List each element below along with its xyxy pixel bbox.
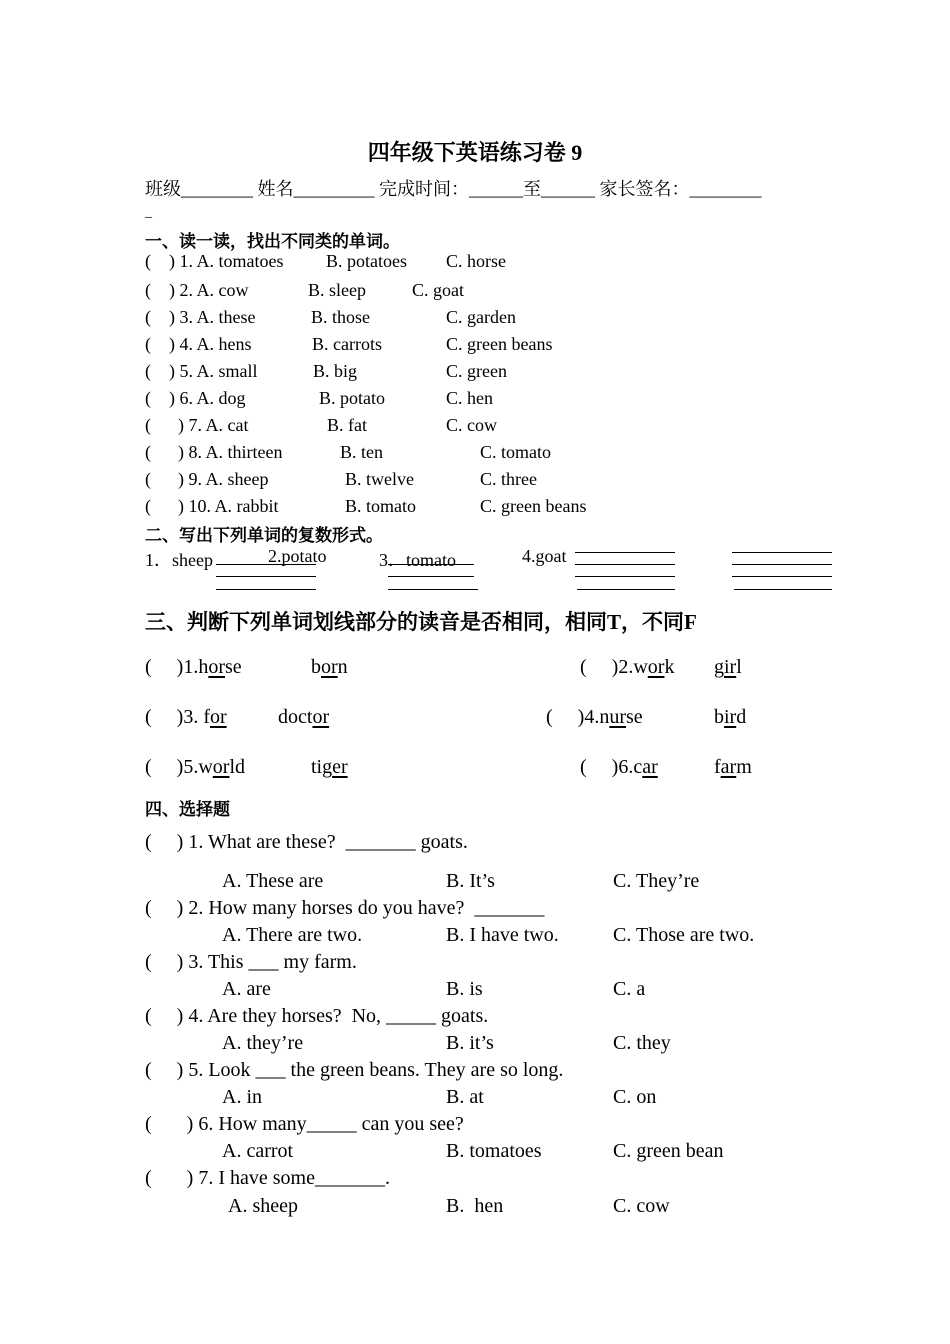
s2-word-goat: 4.goat xyxy=(522,546,567,566)
s4-q4-question: ( ) 4. Are they horses? No, _____ goats. xyxy=(145,1005,489,1027)
answer-line[interactable] xyxy=(577,589,675,590)
s4-q2-option-a: A. There are two. xyxy=(222,924,363,946)
answer-paren[interactable]: ( ) xyxy=(145,656,184,678)
section1-heading: 一、读一读，找出不同类的单词。 xyxy=(145,232,400,251)
student-info-line: 班级________ 姓名_________ 完成时间：______至______ 家长签名：________ xyxy=(145,179,762,199)
s1-q7-num-a: ( ) 7. A. cat xyxy=(145,415,249,435)
s4-q3-option-a: A. are xyxy=(222,978,271,1000)
s4-q7-option-c: C. cow xyxy=(613,1195,670,1217)
s4-q6-option-b: B. tomatoes xyxy=(446,1140,542,1162)
s4-q4-option-c: C. they xyxy=(613,1032,671,1054)
s3-item3-compare-word: doctor xyxy=(278,706,330,728)
s3-item4: ( )4.nurse xyxy=(546,706,643,728)
s1-q4-option-c: C. green beans xyxy=(446,334,553,354)
s4-q5-option-c: C. on xyxy=(613,1086,657,1108)
s1-q10-option-b: B. tomato xyxy=(345,496,416,516)
s1-q3-option-c: C. garden xyxy=(446,307,516,327)
s4-q5-option-a: A. in xyxy=(222,1086,262,1108)
s3-item5-compare-word: tiger xyxy=(311,756,348,778)
s4-q7-question: ( ) 7. I have some_______. xyxy=(145,1167,390,1189)
s1-q7-option-c: C. cow xyxy=(446,415,497,435)
s4-q3-question: ( ) 3. This ___ my farm. xyxy=(145,951,357,973)
s4-q4-option-b: B. it’s xyxy=(446,1032,494,1054)
s1-q9-option-c: C. three xyxy=(480,469,537,489)
s1-q8-option-b: B. ten xyxy=(340,442,383,462)
s4-q1-option-a: A. These are xyxy=(222,870,324,892)
s1-q5-num-a: ( ) 5. A. small xyxy=(145,361,258,381)
section4-heading: 四、选择题 xyxy=(145,800,230,819)
s4-q5-option-b: B. at xyxy=(446,1086,484,1108)
s4-q1-option-b: B. It’s xyxy=(446,870,495,892)
s1-q5-option-c: C. green xyxy=(446,361,507,381)
s4-q7-option-a: A. sheep xyxy=(228,1195,298,1217)
s3-item1: ( )1.horse xyxy=(145,656,242,678)
s4-q2-option-c: C. Those are two. xyxy=(613,924,755,946)
s1-q6-num-a: ( ) 6. A. dog xyxy=(145,388,246,408)
s4-q2-option-b: B. I have two. xyxy=(446,924,559,946)
s3-item5: ( )5.world xyxy=(145,756,246,778)
s1-q10-num-a: ( ) 10. A. rabbit xyxy=(145,496,279,516)
answer-line[interactable] xyxy=(388,564,474,565)
s2-word-potato: 2.potato xyxy=(268,546,327,566)
s1-q1-num-a: ( ) 1. A. tomatoes xyxy=(145,251,284,271)
answer-line[interactable] xyxy=(575,552,675,553)
answer-line[interactable] xyxy=(732,552,832,553)
answer-line[interactable] xyxy=(388,589,478,590)
s1-q8-num-a: ( ) 8. A. thirteen xyxy=(145,442,283,462)
answer-line[interactable] xyxy=(575,564,675,565)
s1-q4-option-b: B. carrots xyxy=(312,334,382,354)
s4-q6-question: ( ) 6. How many_____ can you see? xyxy=(145,1113,464,1135)
s4-q1-option-c: C. They’re xyxy=(613,870,700,892)
s1-q6-option-c: C. hen xyxy=(446,388,493,408)
s3-item1-compare-word: born xyxy=(311,656,348,678)
s1-q10-option-c: C. green beans xyxy=(480,496,587,516)
s1-q3-num-a: ( ) 3. A. these xyxy=(145,307,256,327)
s1-q4-num-a: ( ) 4. A. hens xyxy=(145,334,252,354)
answer-paren[interactable]: ( ) xyxy=(580,756,619,778)
answer-line[interactable] xyxy=(734,589,832,590)
answer-paren[interactable]: ( ) xyxy=(145,756,184,778)
s2-word-sheep: 1．sheep xyxy=(145,550,213,570)
answer-line[interactable] xyxy=(216,576,316,577)
s1-q5-option-b: B. big xyxy=(313,361,358,381)
info-line-continuation: _ xyxy=(145,205,152,220)
s1-q8-option-c: C. tomato xyxy=(480,442,551,462)
s4-q2-question: ( ) 2. How many horses do you have? _______ xyxy=(145,897,545,919)
answer-paren[interactable]: ( ) xyxy=(546,706,585,728)
s1-q6-option-b: B. potato xyxy=(319,388,385,408)
s1-q1-option-c: C. horse xyxy=(446,251,506,271)
s2-word-tomato: 3．tomato xyxy=(379,550,456,570)
s3-item3: ( )3. for xyxy=(145,706,227,728)
s3-item6-compare-word: farm xyxy=(714,756,752,778)
s1-q9-option-b: B. twelve xyxy=(345,469,414,489)
s1-q7-option-b: B. fat xyxy=(327,415,367,435)
s4-q5-question: ( ) 5. Look ___ the green beans. They are so long. xyxy=(145,1059,564,1081)
s1-q3-option-b: B. those xyxy=(311,307,371,327)
answer-paren[interactable]: ( ) xyxy=(580,656,619,678)
s4-q7-option-b: B. hen xyxy=(446,1195,504,1217)
s1-q1-option-b: B. potatoes xyxy=(326,251,407,271)
answer-line[interactable] xyxy=(216,564,316,565)
s3-item6: ( )6.car xyxy=(580,756,658,778)
s3-item2: ( )2.work xyxy=(580,656,675,678)
s4-q6-option-c: C. green bean xyxy=(613,1140,724,1162)
answer-paren[interactable]: ( ) xyxy=(145,706,184,728)
s3-item4-compare-word: bird xyxy=(714,706,747,728)
s4-q1-question: ( ) 1. What are these? _______ goats. xyxy=(145,831,468,853)
s4-q4-option-a: A. they’re xyxy=(222,1032,304,1054)
s1-q2-option-b: B. sleep xyxy=(308,280,366,300)
s3-item2-compare-word: girl xyxy=(714,656,742,678)
section3-heading: 三、判断下列单词划线部分的读音是否相同，相同T，不同F xyxy=(145,610,697,634)
section2-heading: 二、写出下列单词的复数形式。 xyxy=(145,526,383,545)
s4-q3-option-c: C. a xyxy=(613,978,646,1000)
s1-q2-option-c: C. goat xyxy=(412,280,464,300)
answer-line[interactable] xyxy=(216,589,316,590)
s4-q6-option-a: A. carrot xyxy=(222,1140,294,1162)
answer-line[interactable] xyxy=(732,576,832,577)
s4-q3-option-b: B. is xyxy=(446,978,483,1000)
answer-line[interactable] xyxy=(732,564,832,565)
s1-q2-num-a: ( ) 2. A. cow xyxy=(145,280,249,300)
s1-q9-num-a: ( ) 9. A. sheep xyxy=(145,469,269,489)
answer-line[interactable] xyxy=(388,576,474,577)
answer-line[interactable] xyxy=(575,576,675,577)
worksheet-title: 四年级下英语练习卷 9 xyxy=(367,140,583,165)
